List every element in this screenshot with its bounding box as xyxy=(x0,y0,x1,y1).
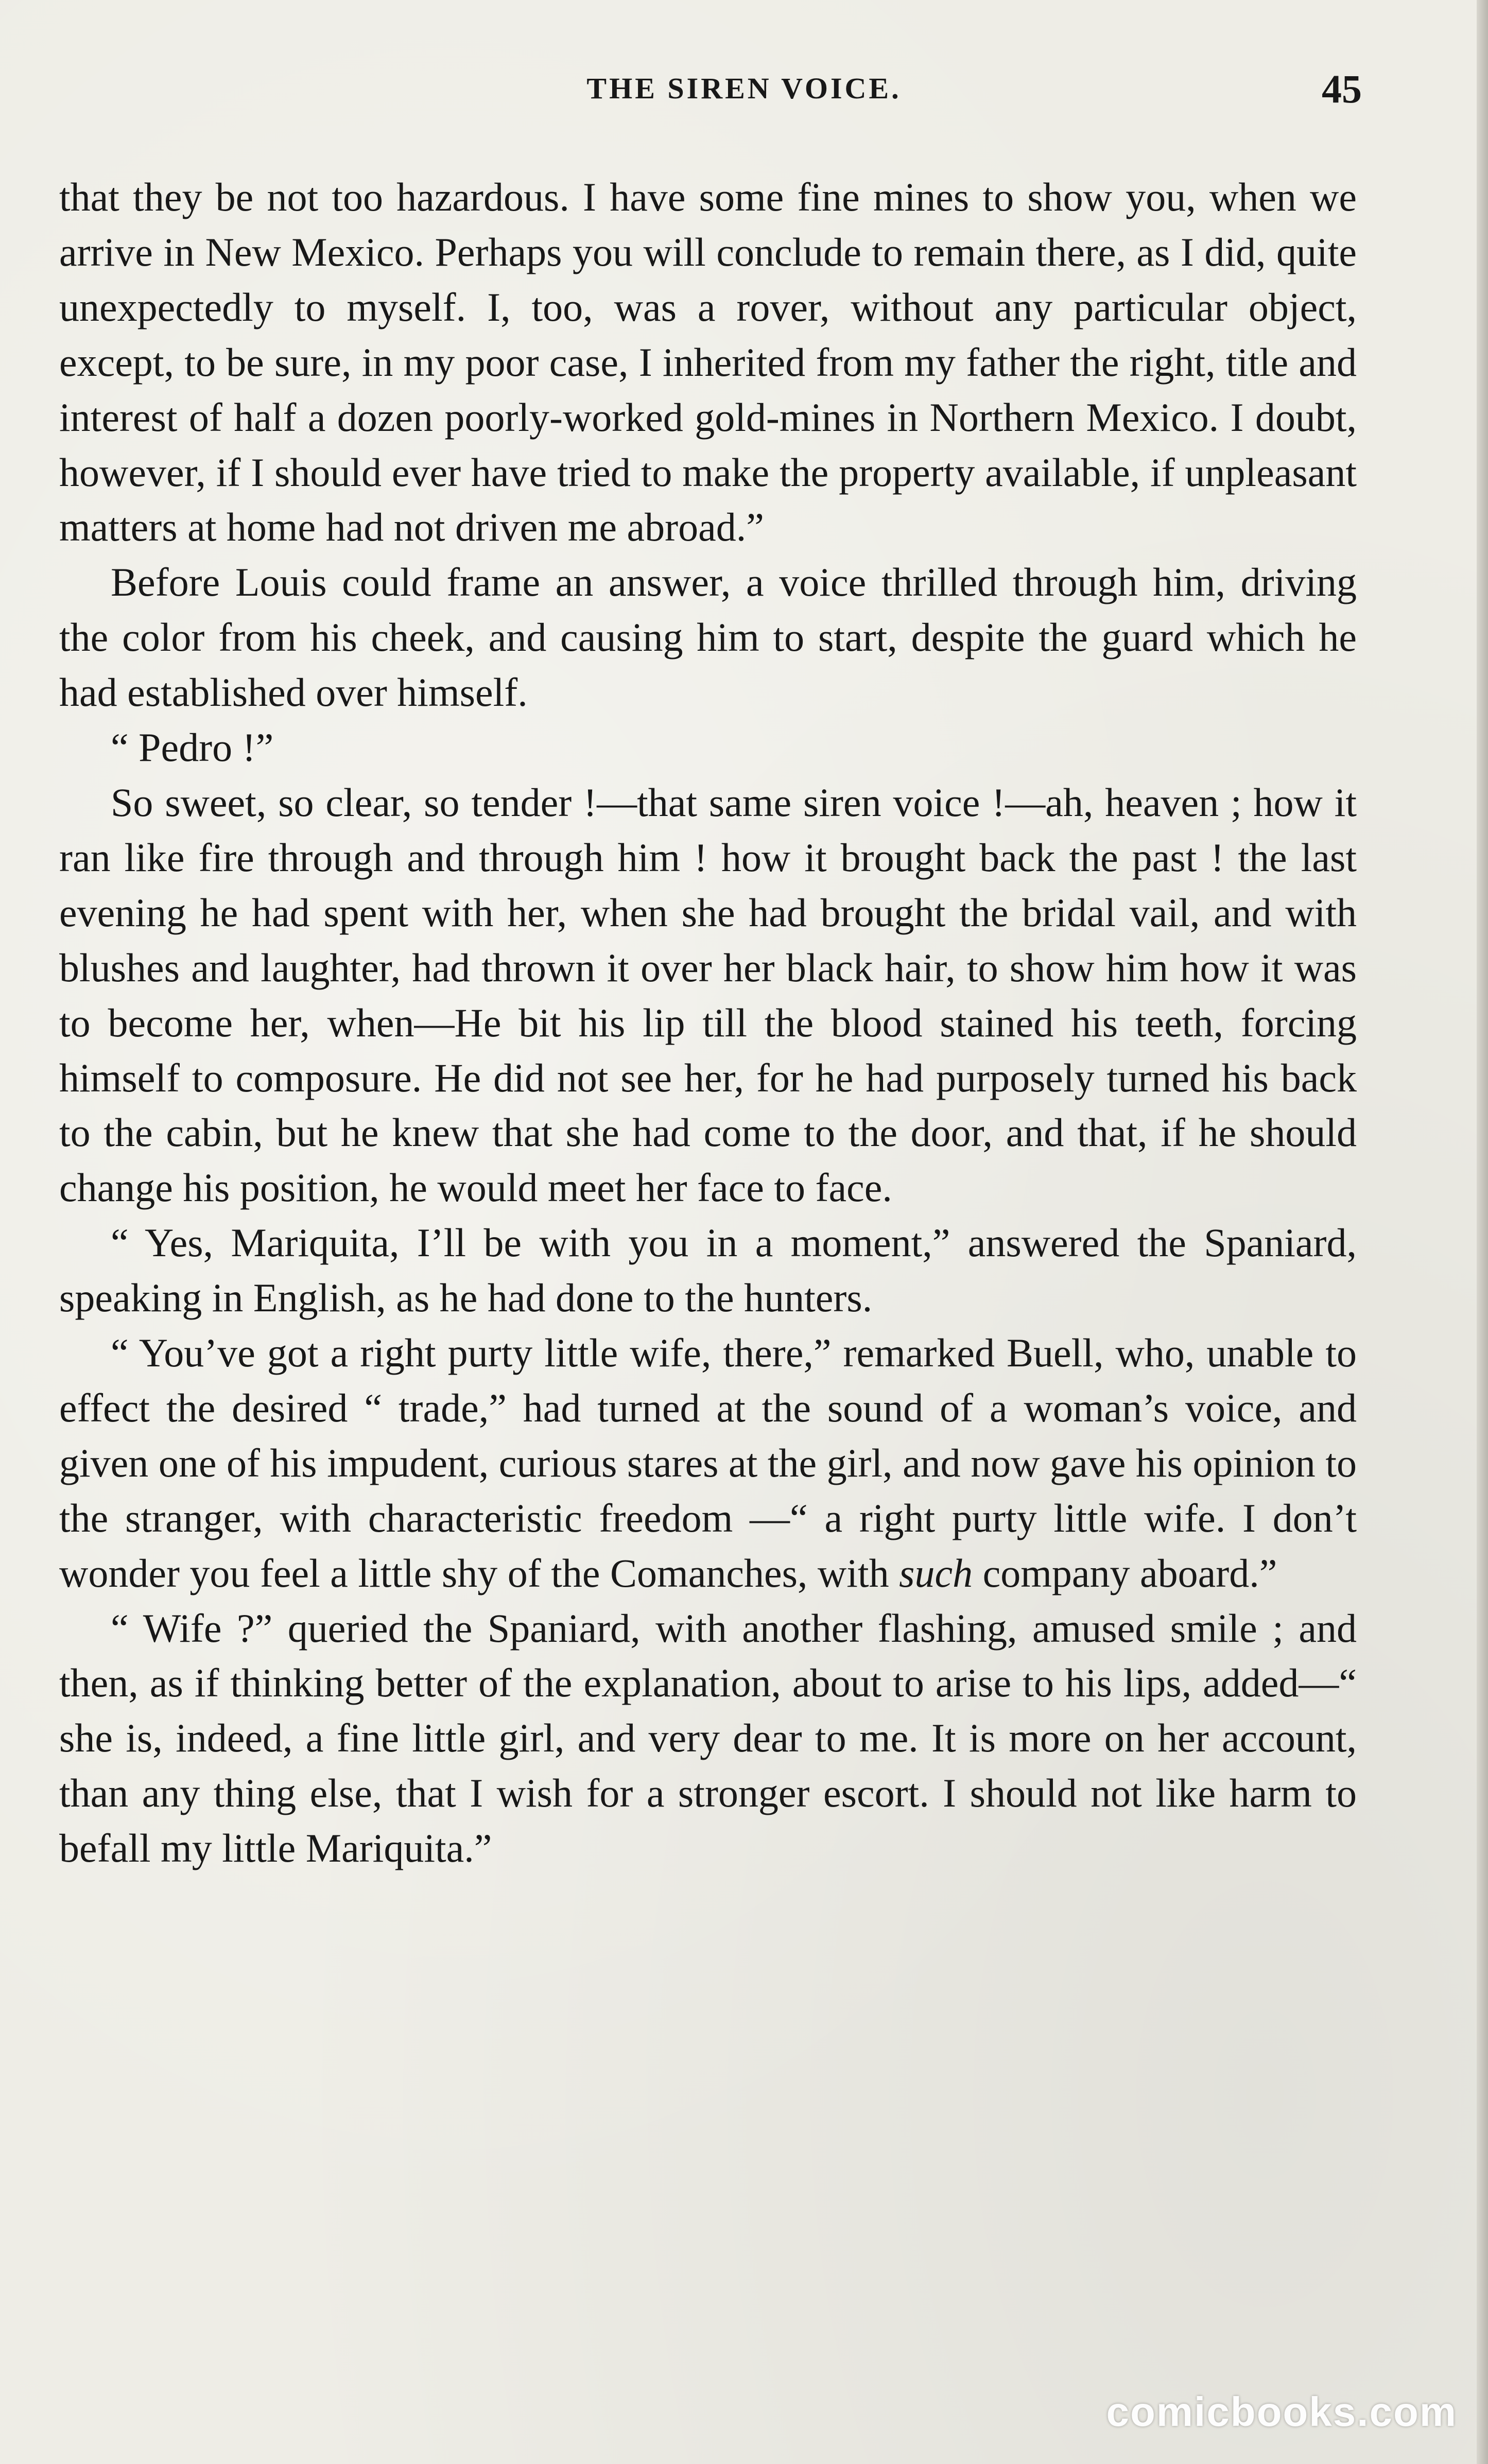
paragraph-1: that they be not too hazardous. I have some fine mines to show you, when we arrive in New Mexico. Perhaps you will conclude to remain there, as I did, quite unexpectedly to myself. I, too, was a rover, without any particular object, except, to be sure, in my poor case, I inherited from my father the right, title and interest of half a dozen poorly-worked gold-mines in Northern Mexico. I doubt, however, if I should ever have tried to make the property available, if unpleasant matters at home had not driven me abroad.” xyxy=(59,175,1357,550)
page-header xyxy=(0,62,1488,124)
running-title: THE SIREN VOICE. xyxy=(586,72,902,105)
paragraph-2: Before Louis could frame an answer, a voice thrilled through him, driving the color from his cheek, and causing him to start, despite the guard which he had established over himself. xyxy=(59,560,1357,715)
paragraph-6-text: “ You’ve got a right purty little wife, there,” remarked Buell, who, unable to effect the desired “ trade,” had turned at the sound of a woman’s voice, and given one of his impudent, curious stares at the girl, and now gave his opinion to the stranger, with characteristic freedom —“ a right purty little wife. I don’t wonder you feel a little shy of the Comanches, with xyxy=(59,1330,1357,1595)
paragraph-6-emphasis: such xyxy=(899,1550,973,1595)
paragraph-6 xyxy=(59,1326,1357,1601)
paragraph-3: “ Pedro !” xyxy=(111,725,274,770)
site-watermark: comicbooks.com xyxy=(1106,2389,1457,2435)
page-number: 45 xyxy=(1322,66,1362,111)
paragraph-4: So sweet, so clear, so tender !—that same siren voice !—ah, heaven ; how it ran like fire through and through him ! how it brought back the past ! the last evening he had spent with her, when she had brought the bridal vail, and with blushes and laughter, had thrown it over her black hair, to show him how it was to become her, when—He bit his lip till the blood stained his teeth, forcing himself to composure. He did not see her, for he had purposely turned his back to the cabin, but he knew that she had come to the door, and that, if he should change his position, he would meet her face to face. xyxy=(59,779,1357,1210)
paragraph-7: “ Wife ?” queried the Spaniard, with another flashing, amused smile ; and then, as if thinking better of the explanation, about to arise to his lips, added—“ she is, indeed, a fine little girl, and very dear to me. It is more on her account, than any thing else, that I wish for a stronger escort. I should not like harm to befall my little Mariquita.” xyxy=(59,1605,1357,1871)
paragraph-6-text-after: company aboard.” xyxy=(982,1550,1277,1595)
body-text xyxy=(59,170,1357,1876)
page-edge xyxy=(1477,0,1488,2464)
paragraph-5: “ Yes, Mariquita, I’ll be with you in a moment,” answered the Spaniard, speaking in English, as he had done to the hunters. xyxy=(59,1220,1357,1321)
